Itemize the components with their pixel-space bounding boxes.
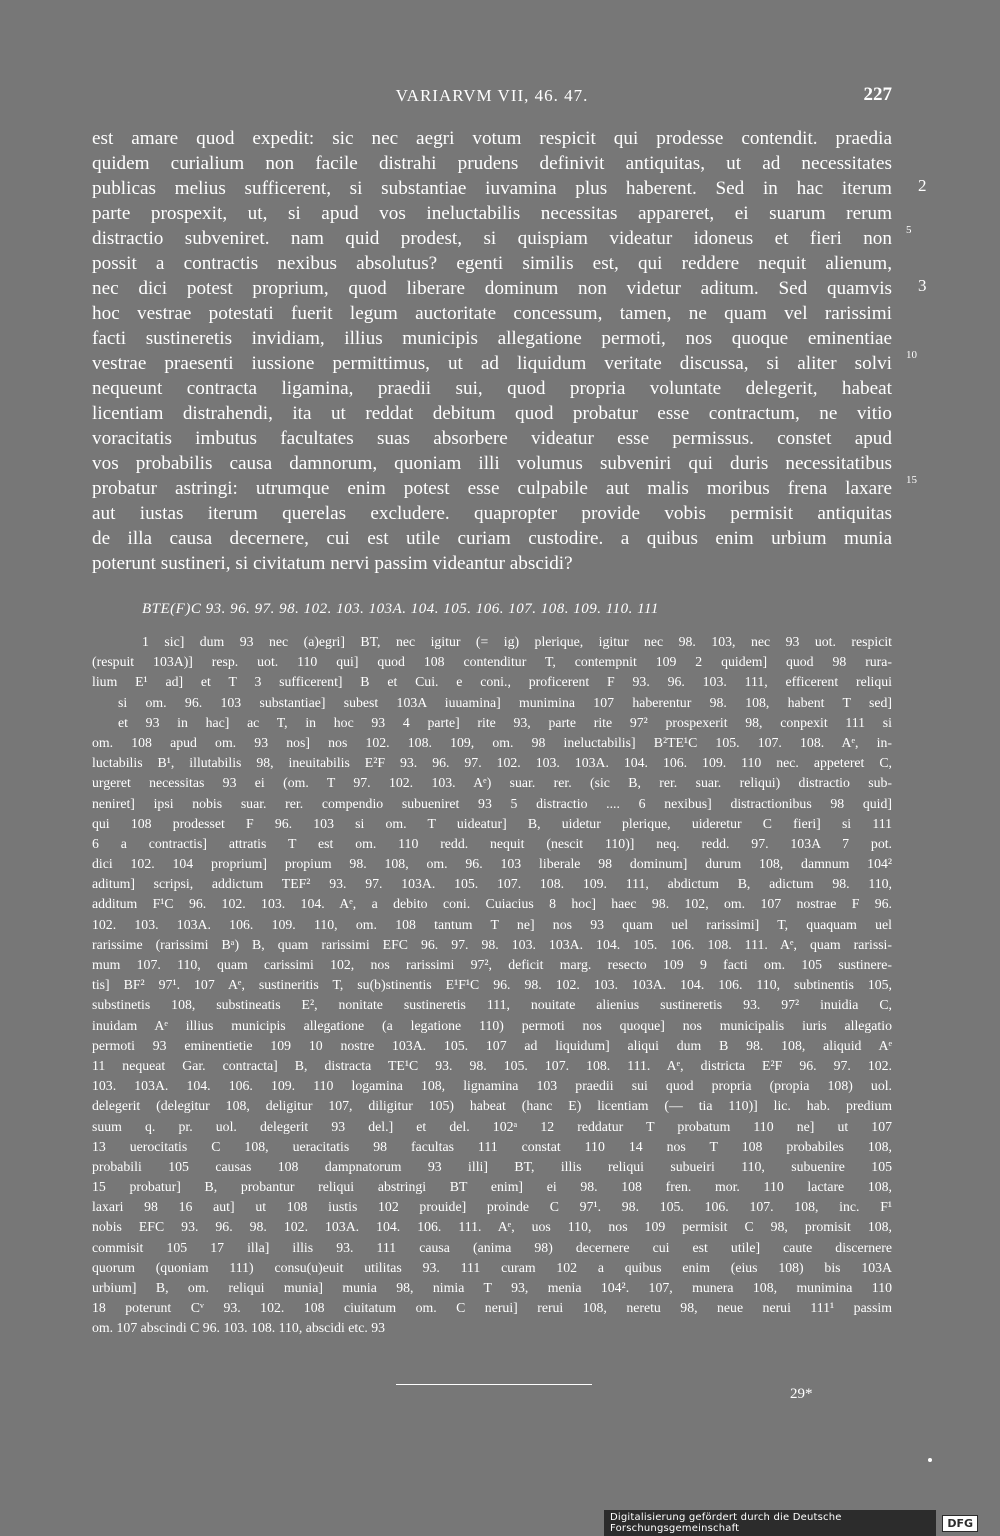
apparatus-line: lium E¹ ad] et T 3 sufficerent] B et Cui. e coni., proficerent F 93. 96. 103. 111, efficerent reliqui [92,674,892,690]
apparatus-line: urbium] B, om. reliqui munia] munia 98, nimia T 93, menia 104². 107, munera 108, munimina 110 [92,1280,892,1295]
text-line-content: vos probabilis causa damnorum, quoniam illi volumus subveniri qui duris necessitatibus [92,453,892,474]
text-line-content: vestrae praesenti iussione permittimus, ut ad liquidum veritate discussa, si aliter solvi [92,353,892,374]
apparatus-line: laxari 98 16 aut] ut 108 iustis 102 prouide] proinde C 97¹. 98. 105. 106. 107. 108, inc. F¹ [92,1199,892,1215]
signature-mark: 29* [790,1386,813,1402]
text-line-content: publicas melius sufficerent, si substantiae iuvamina plus haberent. Sed in hac iterum [92,178,892,199]
apparatus-line: inuidam Aᵉ illius municipis allegatione (a legatione 110) permoti nos quoque] nos municipalis iuris allegatio [92,1017,892,1033]
text-line [92,176,927,201]
apparatus-line: tis] BF² 97¹. 107 Aᵉ, sustineritis T, su(b)stinentis E¹F¹C 96. 98. 102. 103. 103A. 104. 106. 110, subtinentis 105, [92,977,892,993]
text-line-content: parte prospexit, ut, si apud vos ineluctabilis necessitas appareret, ei suarum rerum [92,203,892,224]
text-line-content: voracitatis imbutus facultates suas absorbere videatur esse permissus. constet apud [92,428,892,449]
page-header [92,86,892,112]
apparatus-line: mum 107. 110, quam carissimi 102, nos rarissimi 97², deficit marg. resecto 109 9 facti om. 105 sustinere- [92,957,892,972]
text-line [92,201,892,226]
text-line [92,551,892,576]
page-number: 227 [863,84,892,105]
text-line-content: aut iustas iterum querelas excludere. quapropter provide vobis permisit antiquitas [92,503,892,524]
margin-line-number: 10 [906,349,917,361]
apparatus-line: 18 poterunt Cᵛ 93. 102. 108 ciuitatum om. C nerui] rerui 108, neretu 98, neue nerui 111¹ passim [92,1300,892,1316]
apparatus-line: urgeret necessitas 93 ei (om. T 97. 102. 103. Aᵉ) suar. rer. (sic B, rer. suar. reliqui) distractio sub- [92,775,892,791]
apparatus-line: nobis EFC 93. 96. 98. 102. 103A. 104. 106. 111. Aᵉ, uos 110, nos 109 permisit C 98, promisit 108, [92,1219,892,1235]
text-line [92,401,892,426]
margin-line-number: 5 [906,224,912,236]
apparatus-line: 1 sic] dum 93 nec (a)egri] BT, nec igitur (= ig) plerique, igitur nec 98. 103, nec 93 uot. respicit [142,634,892,649]
apparatus-line: 102. 103. 103A. 106. 109. 110, om. 108 tantum T ne] nos 93 quam uel rarissimi] T, quaquam uel [92,916,892,932]
apparatus-line: neniret] ipsi nobis suar. rer. compendio subueniret 93 5 distractio .... 6 nexibus] distractionibus 98 quid] [92,795,892,811]
text-line-content: nec dici potest proprium, quod liberare dominum non videtur aditum. Sed quamvis [92,278,892,299]
text-line-content: facti sustineretis invidiam, illius municipis allegatione permoti, nos quoque eminentiae [92,328,892,349]
dfg-logo-icon: DFG [942,1515,978,1532]
text-line [92,526,892,551]
apparatus-line: suum q. pr. uol. delegerit 93 del.] et del. 102ᵃ 12 reddatur T probatum 110 ne] ut 107 [92,1118,892,1134]
text-line-content: hoc vestrae potestati fuerit legum auctoritate concessum, tamen, ne quam vel rarissimi [92,303,892,324]
text-line [92,376,892,401]
text-line [92,224,912,251]
text-line [92,301,892,326]
running-head: VARIARVM VII, 46. 47. [395,86,589,105]
text-line-content: probatur astringi: utrumque enim potest esse culpabile aut malis moribus frena laxare [92,478,892,499]
text-line [92,501,892,526]
apparatus-line: permoti 93 eminentietie 109 10 nostre 103A. 105. 107 ad liquidum] aliqui dum B 98. 108, aliquid Aᵉ [92,1037,892,1053]
critical-apparatus [92,632,892,1339]
apparatus-line: substinetis 108, substineatis E², nonitate sustineretis 111, nouitate alienius sustineretis 93. 97² inuidia C, [92,997,892,1013]
apparatus-line: 103. 103A. 104. 106. 109. 110 logamina 108, lignamina 103 praedii sui quod propria (propia 108) uol. [92,1078,892,1094]
apparatus-line: et 93 in hac] ac T, in hoc 93 4 parte] rite 93, parte rite 97² prospexerit 98, conpexit 111 si [118,714,892,730]
text-line [92,126,892,151]
text-line [92,276,927,301]
apparatus-line: om. 107 abscindi C 96. 103. 108. 110, abscidi etc. 93 [92,1320,386,1336]
apparatus-line: rarissime (rarissimi Bᵃ) B, quam rarissimi EFC 96. 97. 98. 103. 103A. 104. 105. 106. 108. 111. Aᵉ, quam rarissi- [92,936,892,952]
apparatus-line: dici 102. 104 proprium] propium 98. 108, om. 96. 103 liberale 98 dominum] durum 108, damnum 104² [92,856,892,872]
apparatus-line: 6 a contractis] attratis T est om. 110 redd. nequit (nescit 110)] neq. redd. 97. 103A 7 pot. [92,835,892,851]
apparatus-line: om. 108 apud om. 93 nos] nos 102. 108. 109, om. 98 ineluctabilis] B²TE¹C 105. 107. 108. Aᵉ, in- [92,734,892,750]
speck-mark [928,1458,932,1462]
apparatus-line: qui 108 prodesset F 96. 103 si om. T uideatur] B, uidetur plerique, uideretur C fieri] si 111 [92,815,892,831]
text-line-content: distractio subveniret. nam quid prodest, si quispiam videatur idoneus et fieri non [92,228,892,249]
apparatus-line: commisit 105 17 illa] illis 93. 111 causa (anima 98) decernere cui est utile] caute discernere [92,1239,892,1255]
text-line-content: quidem curialium non facile distrahi prudens definivit antiquitas, ut ad necessitates [92,153,892,174]
apparatus-line: 11 nequeat Gar. contracta] B, distracta TE¹C 93. 98. 105. 107. 108. 111. Aᵉ, districta E²F 96. 97. 102. [92,1057,892,1073]
divider-rule [396,1384,592,1385]
text-line [92,349,917,376]
manuscript-sigla: BTE(F)C 93. 96. 97. 98. 102. 103. 103A. 104. 105. 106. 107. 108. 109. 110. 111 [142,601,659,617]
text-line-content: nequeunt contracta ligamina, praedii sui, quod propria voluntate delegerit, habeat [92,378,892,399]
text-line [92,426,892,451]
apparatus-line: probabili 105 causas 108 dampnatorum 93 illi] BT, illis reliqui subueiri 110, subuenire 105 [92,1158,892,1174]
apparatus-line: luctabilis B¹, illutabilis 98, ineuitabilis E²F 93. 96. 97. 102. 103. 103A. 104. 106. 109. 110 nec. appeteret C, [92,755,892,771]
text-line-content: possit a contractis nexibus absolutus? egenti similis est, qui reddere nequit alienum, [92,253,892,274]
margin-section-number: 3 [918,276,927,295]
apparatus-line: additum F¹C 96. 102. 103. 104. Aᵉ, a debito coni. Cuiacius 8 hoc] haec 98. 102, om. 107 nostrae F 96. [92,896,892,912]
digitization-footer [604,1514,978,1532]
text-line-content: poterunt sustineri, si civitatum nervi passim videantur abscidi? [92,553,573,574]
main-text [92,126,927,576]
text-line-content: licentiam distrahendi, ita ut reddat debitum quod probatur esse contractum, ne vitio [92,403,892,424]
apparatus-line: 15 probatur] B, probantur reliqui abstringi BT enim] ei 98. 108 fren. mor. 110 lactare 108, [92,1179,892,1195]
text-line-content: de illa causa decernere, cui est utile curiam custodire. a quibus enim urbium munia [92,528,892,549]
apparatus-line: quorum (quoniam 111) consu(u)euit utilitas 93. 111 curam 102 a quibus enim (eius 108) bis 103A [92,1259,892,1275]
apparatus-line: delegerit (delegitur 108, deligitur 107, diligitur 105) habeat (hanc E) licentiam (— tia 110)] lic. hab. predium [92,1098,892,1114]
text-line [92,151,892,176]
apparatus-line: 13 uerocitatis C 108, ueracitatis 98 facultas 111 constat 110 14 nos T 108 probabiles 108, [92,1138,892,1154]
text-line [92,251,892,276]
apparatus-line: aditum] scripsi, addictum TEF² 93. 97. 103A. 105. 107. 108. 109. 111, abdictum B, adictum 98. 110, [92,876,892,892]
margin-line-number: 15 [906,474,917,486]
margin-section-number: 2 [918,176,927,195]
apparatus-line: (respuit 103A)] resp. uot. 110 qui] quod 108 contenditur T, contempnit 109 2 quidem] quod 98 rura- [92,654,892,670]
text-line-content: est amare quod expedit: sic nec aegri votum respicit qui prodesse contendit. praedia [92,128,892,149]
text-line [92,474,917,501]
text-line [92,451,892,476]
apparatus-line: si om. 96. 103 substantiae] subest 103A iuuamina] munimina 107 haberentur 98. 108, habent T sed] [118,694,892,710]
text-line [92,326,892,351]
footer-text: Digitalisierung gefördert durch die Deutsche Forschungsgemeinschaft [604,1510,936,1536]
